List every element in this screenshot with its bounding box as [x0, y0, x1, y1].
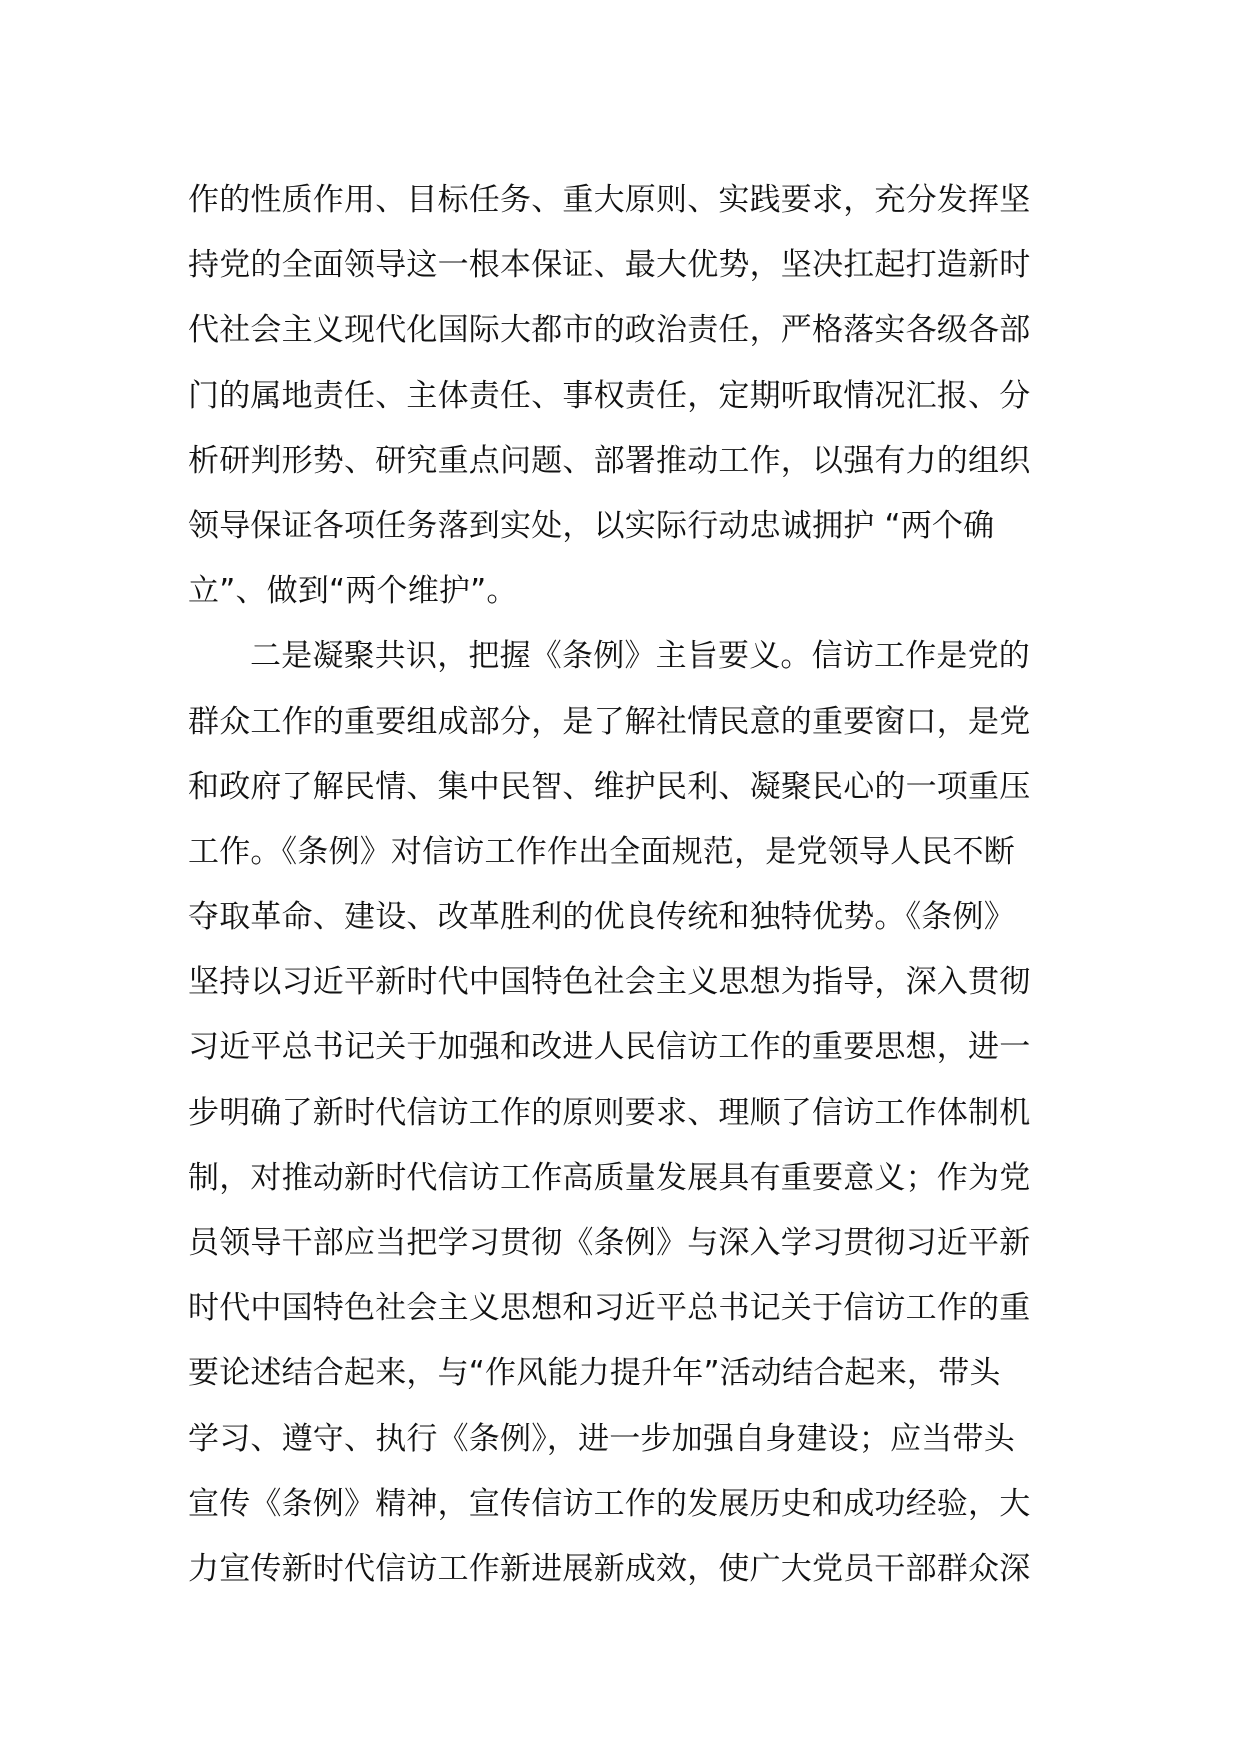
paragraph-2-line: 制，对推动新时代信访工作高质量发展具有重要意义；作为党 [188, 1159, 1031, 1196]
paragraph-2-line: 学习、遵守、执行《条例》，进一步加强自身建设；应当带头 [188, 1420, 1015, 1457]
paragraph-2-line: 步明确了新时代信访工作的原则要求、理顺了信访工作体制机 [188, 1094, 1031, 1131]
paragraph-2-line: 群众工作的重要组成部分，是了解社情民意的重要窗口，是党 [188, 703, 1031, 740]
paragraph-2-line: 要论述结合起来，与“作风能力提升年”活动结合起来，带头 [188, 1355, 1001, 1392]
paragraph-2-line: 夺取革命、建设、改革胜利的优良传统和独特优势。《条例》 [188, 899, 1015, 936]
paragraph-1-line: 领导保证各项任务落到实处，以实际行动忠诚拥护 “两个确 [188, 507, 995, 544]
paragraph-1-line: 代社会主义现代化国际大都市的政治责任，严格落实各级各部 [188, 312, 1031, 349]
paragraph-2-line: 宣传《条例》精神，宣传信访工作的发展历史和成功经验，大 [188, 1485, 1031, 1522]
paragraph-2-line: 时代中国特色社会主义思想和习近平总书记关于信访工作的重 [188, 1290, 1031, 1327]
paragraph-2-line: 工作。《条例》对信访工作作出全面规范，是党领导人民不断 [188, 833, 1015, 870]
paragraph-2-line: 坚持以习近平新时代中国特色社会主义思想为指导，深入贯彻 [188, 964, 1031, 1001]
document-body [188, 168, 1068, 1667]
paragraph-2-line: 员领导干部应当把学习贯彻《条例》与深入学习贯彻习近平新 [188, 1225, 1031, 1261]
paragraph-1-line: 作的性质作用、目标任务、重大原则、实践要求，充分发挥坚 [188, 182, 1031, 218]
paragraph-1-line: 持党的全面领导这一根本保证、最大优势，坚决扛起打造新时 [188, 247, 1031, 284]
paragraph-2-line: 力宣传新时代信访工作新进展新成效，使广大党员干部群众深 [188, 1550, 1031, 1587]
paragraph-2-line [188, 1602, 1068, 1667]
paragraph-2-first-line: 二是凝聚共识，把握《条例》主旨要义。信访工作是党的 [250, 638, 1030, 675]
paragraph-1-line: 门的属地责任、主体责任、事权责任，定期听取情况汇报、分 [188, 377, 1031, 414]
paragraph-1-line: 立”、做到“两个维护”。 [188, 573, 518, 610]
paragraph-2-line: 习近平总书记关于加强和改进人民信访工作的重要思想，进一 [188, 1029, 1031, 1066]
paragraph-2-line: 和政府了解民情、集中民智、维护民利、凝聚民心的一项重压 [188, 768, 1031, 805]
paragraph-1-line: 析研判形势、研究重点问题、部署推动工作，以强有力的组织 [188, 442, 1031, 479]
